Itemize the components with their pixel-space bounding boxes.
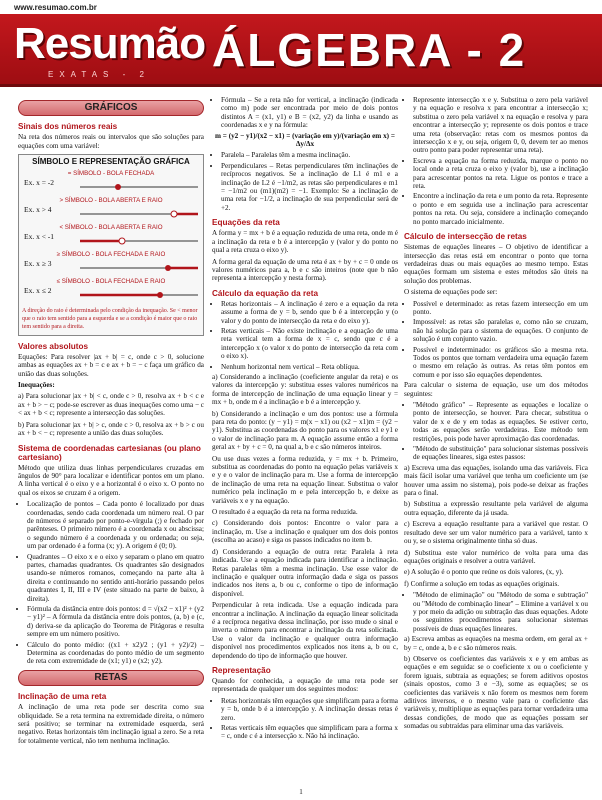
heading-calculo-intersec: Cálculo de intersecção de retas: [404, 232, 527, 242]
para-sistemas2: O sistema de equações pode ser:: [404, 288, 498, 297]
graph-note: ≥ SÍMBOLO - BOLA FECHADA E RAIO: [56, 250, 166, 258]
heading-absolutos: Valores absolutos: [18, 341, 89, 351]
column-left: [18, 96, 204, 748]
list-item: • Represente intersecção x e y. Substitua o zero pela variável y na equação e resolva x para encontrar a intersecção x; substitua o zero pela variável x na equação e resolva y para encontrar a intersecção y; represente os dois pontos e trace uma reta (observação: retas com os mesmos pontos da intersecção x e y, ou seja, origem 0, 0, devem ter ao menos outro ponto para poder representar uma reta).: [413, 96, 588, 155]
graph-row: [22, 278, 200, 305]
step-d: d) Substitua este valor numérico de volta para uma das equações originais e resolver a outra variável.: [404, 548, 588, 565]
graph-methods-list: [404, 96, 588, 226]
list-item: • Nenhum horizontal nem vertical – Reta oblíqua.: [221, 363, 398, 371]
elim-step-a: a) Escreva ambas as equações na mesma ordem, em geral ax + by = c, onde a, b e c são números reais.: [404, 635, 588, 652]
graph-note: < SÍMBOLO - BOLA ABERTA E RAIO: [59, 223, 163, 231]
step-e: e) A solução é o ponto que reúne os dois valores, (x, y).: [404, 568, 564, 577]
elim-step-b: b) Observe os coeficientes das variáveis x e y em ambas as equações e em seguida: se o coeficiente x ou o coeficiente y forem iguais, subtraia as equações; se forem aditivos opostos (sinais opostos, como 3 e −3), some as equações; se os coeficientes das variáveis x não forem os mesmos nem forem aditivos inversos, e o mesmo vale para o coeficiente das variáveis y, multiplique as equações para tornar verdadeira uma dessas condições, de modo que as equações possam ser somadas ou subtraídas para eliminar uma das variáveis.: [404, 654, 588, 731]
graph-title: SÍMBOLO E REPRESENTAÇÃO GRÁFICA: [32, 157, 190, 167]
list-item: • Perpendiculares – Retas perpendiculares têm inclinações de recíprocos negativos. Se a inclinação de L1 é m1 e a inclinação de L2 é −1/m2, as retas são perpendiculares e m1 = −1/m2 ou (m1)(m2) = −1. Exemplo: Se a inclinação de uma reta for −1/2, a inclinação de sua perpendicular será de +2.: [221, 162, 398, 212]
list-item: • Fórmula da distância entre dois pontos: d = √(x2 − x1)² + (y2 − y1)² – A fórmula da distância entre dois pontos, (a, b) e (c, d) deriva-se da aplicação do Teorema de Pitágoras e resulta sempre em um número positivo.: [27, 605, 204, 639]
list-item: • Cálculo do ponto médio: ((x1 + x2)/2 ; (y1 + y2)/2) – Determina as coordenadas do ponto médio de um segmento de reta com extremidade de (x1; y1) e (x2; y2).: [27, 641, 204, 666]
list-item: • Encontre a inclinação da reta e um ponto da reta. Represente o ponto e em seguida use a inclinação para acrescentar pontos na reta. Ou seja, considere a inclinação começando no ponto marcado inicialmente.: [413, 192, 588, 226]
step-c: c) Escreva a equação resultante para a variável que restar. O resultado deve ser um valor numérico para a variável, tanto x ou y, se o sistema originalmente tinha só duas.: [404, 520, 588, 546]
closed-dot: [157, 292, 163, 298]
graph-example: Ex. x > 4: [24, 204, 52, 214]
graph-row: [22, 224, 200, 251]
para-eq1: A forma y = mx + b é a equação reduzida de uma reta, onde m é a inclinação da reta e b é a intercepção y (valor y do ponto no qual a reta cruza o eixo y).: [212, 229, 398, 255]
para-abs3: a) Para solucionar |ax + b| < c, onde c > 0, resolva ax + b < c e ax + b > − c; pode-se escrever as duas inequações como uma − c < ax + b < c; represente a intersecção das soluções.: [18, 392, 204, 418]
list-item: • Quadrantes – O eixo x e o eixo y separam o plano em quatro partes, chamadas quadrantes. Os quadrantes são designados usando-se números romanos, começando na parte alta à direita e continuando no sentido anti-horário passando pelos quadrantes I, II, III e IV (este situado na parte de baixo, à direita).: [27, 553, 204, 603]
list-item: • Retas horizontais – A inclinação é zero e a equação da reta assume a forma de y = b, sendo que b é a intercepção y (o valor y do ponto de intersecção da reta e do eixo y).: [221, 300, 398, 325]
list-item: • Possível e determinado: as retas fazem intersecção em um ponto.: [413, 300, 588, 317]
closed-dot: [165, 265, 171, 271]
list-item: • Localização de pontos – Cada ponto é localizado por duas coordenadas, sendo cada coordenada um número real. O par de números é separado por ponto-e-vírgula (;) e fechado por parênteses. O primeiro número é a coordenada x ou abscissa; o segundo número é a coordenada y ou ordenada; ou seja, um par ordenado é a forma (x; y). A origem é (0; 0).: [27, 500, 204, 550]
para-abs2: Inequações:: [18, 381, 55, 390]
column-right: [404, 96, 588, 734]
list-item: • Possível e indeterminado: os gráficos são a mesma reta. Todos os pontos que tornam verdadeira uma equação fazem o mesmo em relação às outras. As retas têm pontos em comum e por isso são equações dependentes.: [413, 346, 588, 380]
para-coord: Método que utiliza duas linhas perpendiculares cruzadas em ângulos de 90° para localizar e identificar pontos em um plano. A linha vertical é o eixo y e a horizontal é o eixo x. O ponto no qual os eixos se cruzam é a origem.: [18, 463, 204, 497]
calc-list: [212, 300, 398, 371]
graph-example: Ex. x ≤ 2: [24, 285, 52, 295]
heading-representacao: Representação: [212, 665, 271, 675]
heading-inclinacao: Inclinação de uma reta: [18, 692, 107, 702]
graph-footnote: A direção do raio é determinada pelo condição da inequação. Se < menor que o raio tem sentido para a esquerda e se a condição é maior que o raio tem sentido para a direita.: [22, 307, 198, 331]
elim-list: [404, 591, 588, 633]
coord-list: [18, 500, 204, 666]
header: [0, 14, 602, 87]
list-item: • "Método de eliminação" ou "Método de soma e subtração" ou "Método de combinação linear" – Elimine a variável x ou y por meio da adição ou subtração das duas equações. Adote os seguintes procedimentos para solucionar sistemas possíveis de duas equações lineares.: [413, 591, 588, 633]
formula-list: [212, 96, 398, 130]
para-abs4: b) Para solucionar |ax + b| > c, onde c > 0, resolva ax + b > c ou ax + b < − c; represente a união das duas soluções.: [18, 420, 204, 438]
column-middle: [212, 96, 398, 743]
para-abs1: Equações: Para resolver |ax + b| = c, onde c > 0, solucione ambas as equações ax + b = c e ax + b = − c faça um gráfico da união das duas soluções.: [18, 352, 204, 378]
lines-list: [212, 151, 398, 212]
banner-graficos: GRÁFICOS: [18, 100, 204, 116]
para-b: b) Considerando a inclinação e um dos pontos: use a fórmula para reta do ponto: (y − y1) = m(x − x1) ou (x2 − x1)m = (y2 − y1). Substitua as coordenadas do ponto para os valores x1 e y1 e o valor de inclinação para m. A equação assume então a forma geral ax + by + c = 0, na qual a, b e c são números inteiros.: [212, 409, 398, 452]
heading-calculo: Cálculo da equação da reta: [212, 288, 319, 298]
para-b2: Ou use duas vezes a forma reduzida, y = mx + b. Primeiro, substitua as coordenadas do ponto na equação pelas variáveis x e y e o valor de inclinação para m. Use a forma de intercepção de inclinação de uma reta na equação linear. Substitua o valor numérico pela inclinação m e pela intercepção b, e deixe as variáveis x e y na equação.: [212, 454, 398, 505]
methods-list: [404, 401, 588, 462]
system-types-list: [404, 300, 588, 380]
list-item: • Retas horizontais têm equações que simplificam para a forma y = b, onde b é a intercepção y. A inclinação dessas retas é zero.: [221, 697, 398, 722]
site-url: www.resumao.com.br: [14, 3, 97, 12]
list-item: • Impossível: as retas são paralelas e, como não se cruzam, não há solução para o sistema de equações. O conjunto de solução é um conjunto vazio.: [413, 318, 588, 343]
graph-box: [18, 154, 204, 336]
list-item: • Paralela – Paralelas têm a mesma inclinação.: [221, 151, 398, 159]
graph-row: [22, 170, 200, 197]
top-strip: [0, 0, 602, 12]
banner-retas: RETAS: [18, 670, 204, 686]
graph-row: [22, 251, 200, 278]
list-item: • Fórmula – Se a reta não for vertical, a inclinação (indicada como m) pode ser encontrada por meio de dois pontos distintos A = (x1, y1) e B = (x2, y2) da linha e usando as coordenadas x e y na fórmula:: [221, 96, 398, 130]
para-sinais: Na reta dos números reais ou intervalos que são soluções para equações com uma variável:: [18, 133, 204, 150]
graph-note: = SÍMBOLO - BOLA FECHADA: [67, 169, 155, 177]
graph-note: > SÍMBOLO - BOLA ABERTA E RAIO: [59, 196, 163, 204]
para-eq2: A forma geral da equação de uma reta é ax + by + c = 0 onde os valores numéricos para a, b e c são inteiros (note que b não representa a intercepção y nesta forma).: [212, 257, 398, 283]
para-inclinacao: A inclinação de uma reta pode ser descrita como sua obliquidade. Se a reta termina na extremidade direita, o número será positivo; se terminar na extremidade esquerda, será negativo. Retas horizontais têm inclinação igual a zero. Se a reta for totalmente vertical, não tem nenhuma inclinação.: [18, 703, 204, 745]
list-item: • "Método de substituição" para solucionar sistemas possíveis de equações lineares, siga estes passos:: [413, 445, 588, 462]
graph-example: Ex. x < -1: [24, 231, 55, 241]
para-calcular: Para calcular o sistema de equação, use um dos métodos seguintes:: [404, 381, 588, 398]
brand-subtitle: EXATAS - 2: [48, 70, 150, 79]
page-number: 1: [299, 788, 303, 796]
brand-logo: Resumão: [14, 19, 206, 68]
para-repr: Quando for conhecida, a equação de uma reta pode ser representada de qualquer um dos seguintes modos:: [212, 676, 398, 694]
list-item: • Escreva a equação na forma reduzida, marque o ponto no local onde a reta cruza o eixo y (valor b), use a inclinação para acrescentar pontos na reta. Ligue os pontos e trace a reta.: [413, 157, 588, 191]
step-a: a) Escreva uma das equações, isolando uma das variáveis. Fica mais fácil isolar uma variável que tenha um coeficiente um (se houver uma assim no sistema), pois pode-se deixar as frações para o final.: [404, 463, 588, 498]
list-item: • "Método gráfico" – Represente as equações e localize o ponto de intersecção, se houver. Para checar, substitua o valor de x e de y em todas as equações. Se estiver certo, todas as equações serão verdadeiras. Este método tem restrições, pois pode haver aproximação das coordenadas.: [413, 401, 588, 443]
para-c: c) Considerando dois pontos: Encontre o valor para a inclinação, m. Use a inclinação e qualquer um dos dois pontos (escolha ao acaso) e siga os passos indicados no item b.: [212, 519, 398, 545]
graph-example: Ex. x ≥ 3: [24, 258, 52, 268]
para-a: a) Considerando a inclinação (coeficiente angular da reta) e os valores da intercepção y: substitua esses valores numéricos na forma de intercepção de inclinação de uma equação linear y = mx + b, onde m é a inclinação e b é a intercepção y.: [212, 372, 398, 407]
slope-formula: m = (y2 − y1)/(x2 − x1) = (variação em y)/(variação em x) = Δy/Δx: [215, 131, 395, 149]
heading-equacoes: Equações da reta: [212, 218, 280, 228]
list-item: • Retas verticais – Não existe inclinação e a equação de uma reta vertical tem a forma de x = c, sendo que c é a intercepção x (o valor x do ponto de intersecção da reta com o eixo x).: [221, 327, 398, 361]
para-sistemas: Sistemas de equações lineares – O objetivo de identificar a intersecção das retas está em encontrar o ponto que torna verdadeiras duas ou mais equações ao mesmo tempo. Estas equações formam um sistema e estes métodos são úteis na solução dos problemas.: [404, 243, 588, 285]
open-dot: [119, 238, 125, 244]
closed-dot: [115, 184, 121, 190]
open-dot: [171, 211, 177, 217]
page-title: ÁLGEBRA - 2: [212, 24, 527, 76]
graph-row: [22, 197, 200, 224]
para-d2: Perpendicular à reta indicada. Use a equação indicada para encontrar a inclinação. A inclinação da equação linear solicitada é a recíproca negativa dessa inclinação, por isso mude o sinal e inverta o número para encontrar a inclinação da reta solicitada. Use o valor da inclinação e qualquer outra informação disponível nos procedimentos explicados nos itens a, b ou c, dependendo do tipo de informação que houver.: [212, 601, 398, 660]
list-item: • Retas verticais têm equações que simplificam para a forma x = c, onde c é a intersecção x. Não há inclinação.: [221, 724, 398, 741]
step-f: f) Confirme a solução em todas as equações originais.: [404, 579, 560, 588]
heading-sinais: Sinais dos números reais: [18, 122, 118, 132]
step-b: b) Substitua a expressão resultante pela variável de alguma outra equação, diferente da já usada.: [404, 500, 588, 517]
para-b3: O resultado é a equação da reta na forma reduzida.: [212, 508, 358, 517]
graph-example: Ex. x = -2: [24, 177, 55, 187]
heading-coordenadas: Sistema de coordenadas cartesianas (ou plano cartesiano): [18, 443, 201, 462]
repr-list: [212, 697, 398, 741]
para-d: d) Considerando a equação de outra reta: Paralela à reta indicada. Use a equação indicada para identificar a inclinação. Retas paralelas têm a mesma inclinação. Use esse valor de inclinação e qualquer outra informação dada e siga os passos indicados nos itens a, b ou c, conforme o tipo de informação disponível.: [212, 547, 398, 598]
graph-note: ≤ SÍMBOLO - BOLA FECHADA E RAIO: [56, 277, 166, 285]
